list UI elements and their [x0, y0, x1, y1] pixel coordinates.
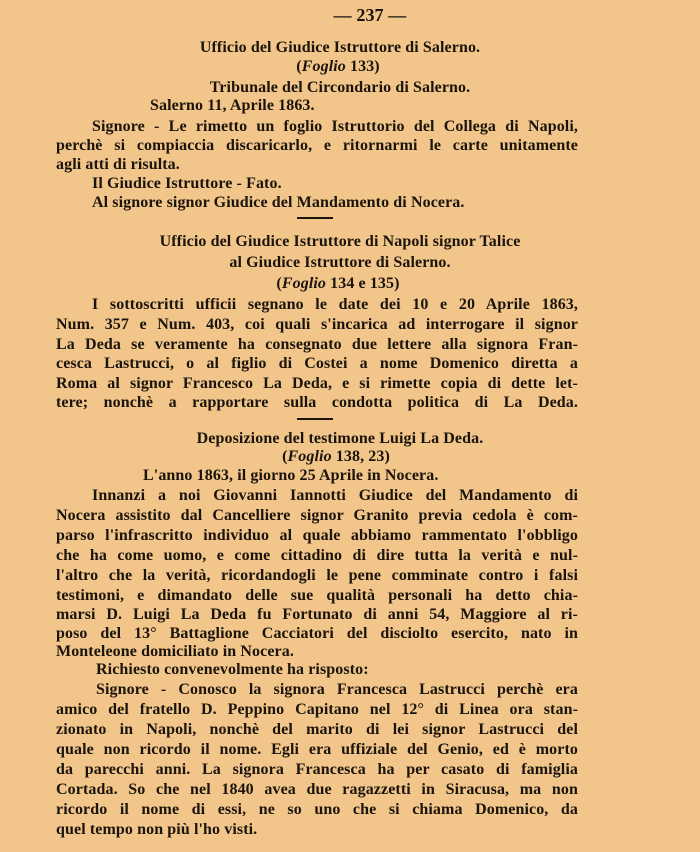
section2-heading1: Ufficio del Giudice Istruttore di Napoli signor Talice [159, 233, 521, 250]
folio-label: Foglio [287, 448, 332, 465]
section3-answer-line: Cortada. So che nel 1840 avea due ragazzetti in Siracusa, ma non [56, 781, 578, 798]
section3-date: L'anno 1863, il giorno 25 Aprile in Nocera. [143, 467, 439, 484]
section2-body-line: tere; nonchè a rapportare sulla condotta politica di La Deda. [56, 394, 578, 411]
section3-answer-line: da parecchi anni. La signora Francesca ha per casato di famiglia [56, 761, 578, 778]
section1-body-line: agli atti di risulta. [56, 156, 180, 173]
section3-body-line: parso l'infrascritto individuo al quale abbiamo rammentato l'obbligo [56, 527, 578, 544]
section3-body-line: testimoni, e dimandato delle sue qualità personali ha detto chia- [56, 587, 578, 604]
folio-number: 138, 23) [331, 448, 390, 465]
section2-heading2: al Giudice Istruttore di Salerno. [229, 254, 451, 271]
section3-answer-line: amico del fratello D. Peppino Capitano nel 12° di Linea ora stan- [56, 701, 578, 718]
section3-answer-line: quel tempo non più l'ho visti. [56, 821, 258, 838]
section3-body-line: che ha come uomo, e come cittadino di dire tutta la verità e nul- [56, 547, 578, 564]
section-divider [297, 217, 333, 219]
section2-body-line: Num. 357 e Num. 403, coi quali s'incarica ad interrogare il signor [56, 316, 578, 333]
section3-body-line: l'altro che la verità, ricordandogli le pene comminate contro i falsi [56, 567, 578, 584]
section1-heading2: Tribunale del Circondario di Salerno. [209, 79, 471, 96]
section3-body-line: poso del 13° Battaglione Cacciatori del disciolto esercito, nato in [56, 625, 578, 642]
section1-heading1: Ufficio del Giudice Istruttore di Salerno. [199, 39, 481, 56]
section2-body-line: cesca Lastrucci, o al figlio di Costei a nome Domenico diretta a [56, 355, 578, 372]
section1-judge: Il Giudice Istruttore - Fato. [92, 175, 282, 192]
section2-folio: (Foglio 134 e 135) [276, 275, 400, 292]
section2-body-line: La Deda se veramente ha consegnato due lettere alla signora Fran- [56, 336, 578, 353]
section3-body-line: Nocera assistito dal Cancelliere signor Granito previa cedola è com- [56, 507, 578, 524]
section2-body-line: Roma al signor Francesco La Deda, e si rimette copia di dette let- [56, 375, 578, 392]
section1-body-line: perchè si compiaccia discaricarlo, e ritornarmi le carte unitamente [56, 137, 578, 154]
section3-answer-line: quale non ricordo il nome. Egli era uffiziale del Genio, ed è morto [56, 741, 578, 758]
section3-answer-line: Signore - Conosco la signora Francesca Lastrucci perchè era [96, 681, 578, 698]
section1-folio: (Foglio 133) [296, 58, 380, 75]
folio-number: 133) [345, 58, 380, 75]
section3-body-line: Monteleone domiciliato in Nocera. [56, 643, 294, 660]
section3-heading: Deposizione del testimone Luigi La Deda. [196, 430, 484, 447]
section3-richiesto: Richiesto convenevolmente ha risposto: [96, 661, 369, 678]
section3-answer-line: ricordo il nome di essi, ne so uno che si chiama Domenico, da [56, 801, 578, 818]
section3-answer-line: zionato in Napoli, nonchè del marito di lei signor Lastrucci del [56, 721, 578, 738]
section1-date: Salerno 11, Aprile 1863. [150, 97, 315, 114]
section2-body-line: I sottoscritti ufficii segnano le date dei 10 e 20 Aprile 1863, [92, 296, 578, 313]
folio-number: 134 e 135) [326, 275, 400, 292]
folio-label: Foglio [281, 275, 327, 292]
section1-address: Al signore signor Giudice del Mandamento di Nocera. [92, 194, 465, 211]
section3-folio: (Foglio 138, 23) [282, 448, 390, 465]
folio-label: Foglio [301, 58, 346, 75]
section3-body-line: marsi D. Luigi La Deda fu Fortunato di anni 54, Maggiore al ri- [56, 606, 578, 623]
section1-body-line: Signore - Le rimetto un foglio Istruttorio del Collega di Napoli, [92, 118, 578, 135]
section3-body-line: Innanzi a noi Giovanni Iannotti Giudice del Mandamento di [92, 487, 578, 504]
page-number: — 237 — [333, 5, 407, 25]
section-divider [297, 418, 333, 420]
